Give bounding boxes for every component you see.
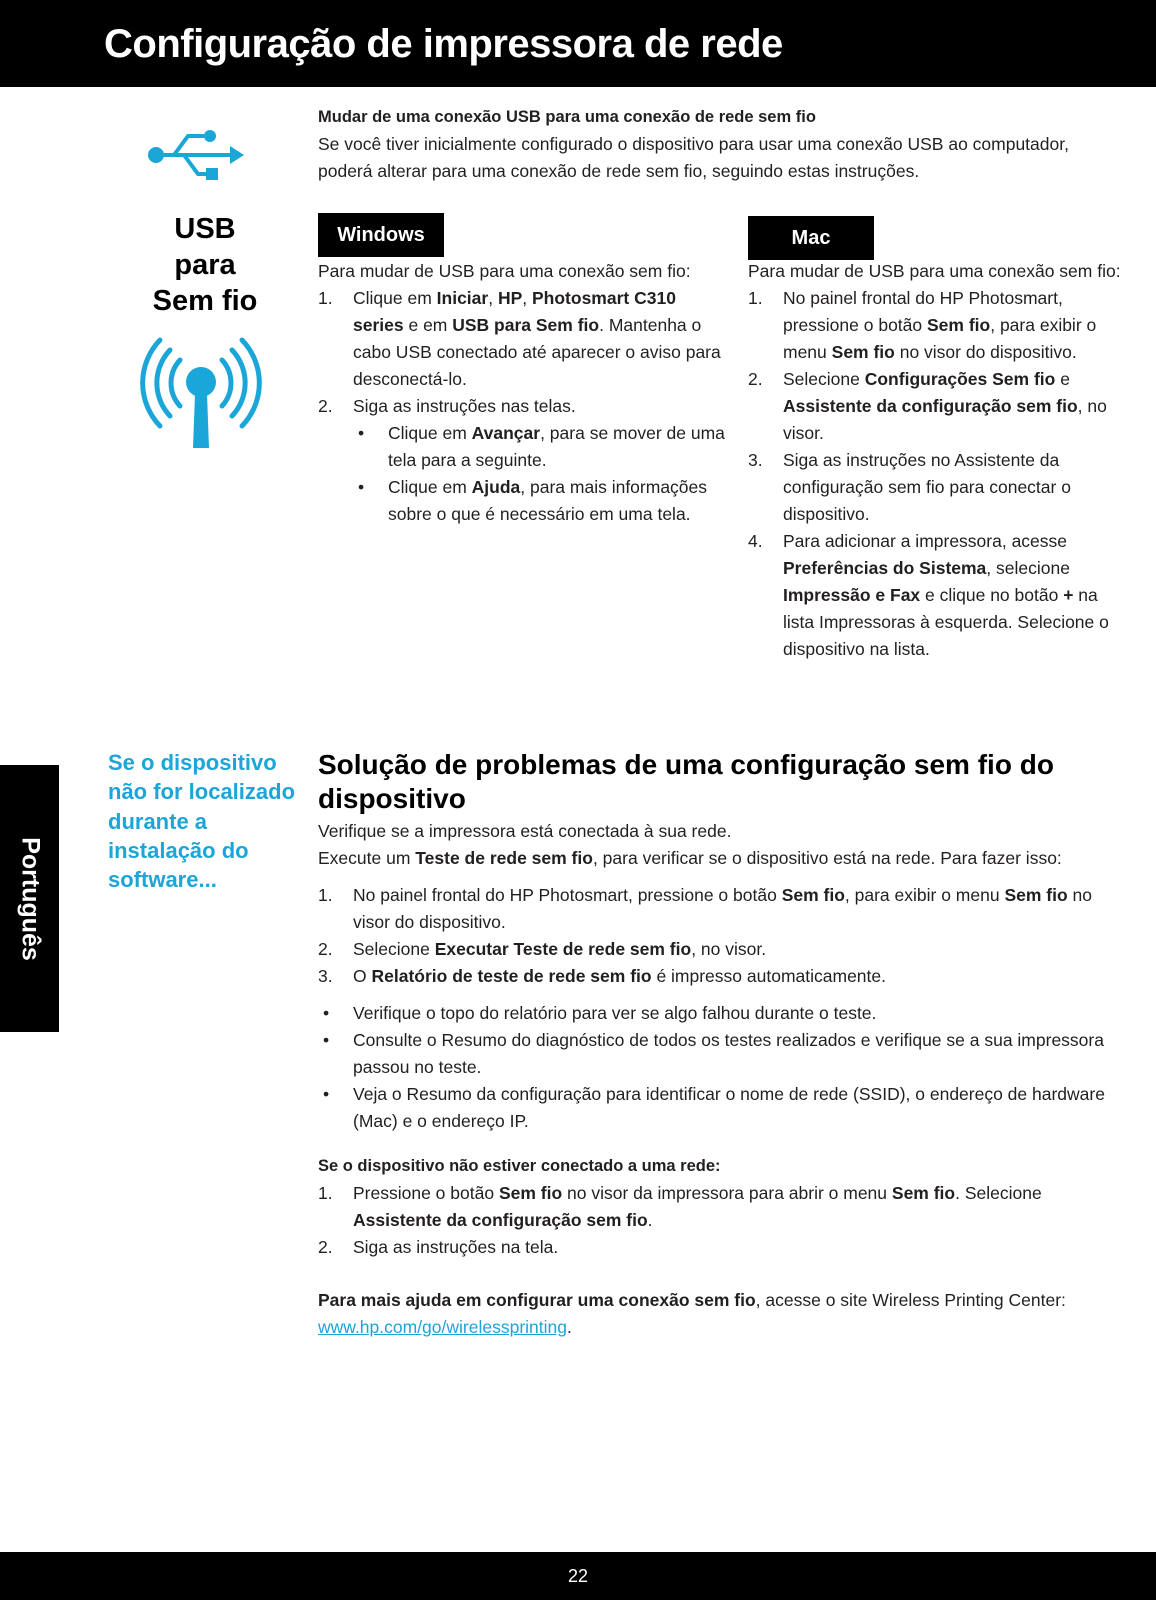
windows-instructions (318, 258, 728, 528)
mac-tab: Mac (748, 216, 874, 260)
mac-step-1: 1. No painel frontal do HP Photosmart, pressione o botão Sem fio, para exibir o menu Sem fio no visor do dispositivo. (748, 288, 1097, 362)
page-header (0, 0, 1156, 87)
troubleshoot-bullet-3: • Veja o Resumo da configuração para identificar o nome de rede (SSID), o endereço de hardware (Mac) e o endereço IP. (318, 1081, 1133, 1135)
wireless-antenna-icon (136, 336, 266, 456)
windows-bullet-2: • Clique em Ajuda, para mais informações sobre o que é necessário em uma tela. (353, 474, 728, 528)
not-connected-step-1: 1. Pressione o botão Sem fio no visor da impressora para abrir o menu Sem fio. Selecione Assistente da configuração sem fio. (318, 1183, 1042, 1230)
usb-title-line2: para (174, 248, 236, 281)
page-footer (0, 1552, 1156, 1600)
troubleshoot-step-3: 3. O Relatório de teste de rede sem fio é impresso automaticamente. (318, 966, 886, 986)
windows-heading: Para mudar de USB para uma conexão sem fio: (318, 261, 691, 281)
not-connected-step-2: 2. Siga as instruções na tela. (318, 1237, 559, 1257)
usb-title-line1: USB (174, 213, 236, 245)
language-label: Português (16, 836, 44, 961)
troubleshoot-bullet-2: • Consulte o Resumo do diagnóstico de todos os testes realizados e verifique se a sua impressora passou no teste. (318, 1027, 1133, 1081)
troubleshoot-step-2: 2. Selecione Executar Teste de rede sem fio, no visor. (318, 939, 767, 959)
intro-text: Se você tiver inicialmente configurado o dispositivo para usar uma conexão USB ao computador, poderá alterar para uma conexão de rede sem fio, seguindo estas instruções. (318, 134, 1069, 181)
mac-step-2: 2. Selecione Configurações Sem fio e Assistente da configuração sem fio, no visor. (748, 369, 1107, 443)
mac-step-4: 4. Para adicionar a impressora, acesse Preferências do Sistema, selecione Impressão e Fax e clique no botão + na lista Impressoras à esquerda. Selecione o dispositivo na lista. (748, 531, 1109, 659)
page-number: 22 (567, 1566, 589, 1586)
usb-icon (146, 128, 246, 182)
mac-heading: Para mudar de USB para uma conexão sem fio: (748, 261, 1121, 281)
mac-step-3: 3. Siga as instruções no Assistente da configuração sem fio para conectar o dispositivo. (748, 450, 1071, 524)
mac-instructions (748, 258, 1126, 663)
side-heading: Se o dispositivo não for localizado durante a instalação do software... (108, 750, 296, 892)
troubleshoot-bullet-1: • Verifique o topo do relatório para ver se algo falhou durante o teste. (318, 1000, 1133, 1027)
windows-step-2: 2. Siga as instruções nas telas. • Clique em Avançar, para se mover de uma tela para a seguinte. • Clique em Ajuda, para mais informações sobre o que é necessário em uma tela. (318, 393, 728, 528)
intro-heading: Mudar de uma conexão USB para uma conexão de rede sem fio (318, 108, 816, 126)
intro-block (318, 104, 1128, 185)
page-title: Configuração de impressora de rede (104, 22, 783, 66)
troubleshoot-p2: Execute um Teste de rede sem fio, para verificar se o dispositivo está na rede. Para fazer isso: (318, 848, 1062, 868)
windows-bullet-1: • Clique em Avançar, para se mover de uma tela para a seguinte. (353, 420, 728, 474)
usb-to-wireless-title (120, 212, 290, 320)
not-connected-heading: Se o dispositivo não estiver conectado a uma rede: (318, 1157, 721, 1175)
usb-title-line3: Sem fio (152, 284, 258, 317)
windows-tab: Windows (318, 213, 444, 257)
language-tab (0, 765, 59, 1032)
wireless-printing-link[interactable]: www.hp.com/go/wirelessprinting (318, 1317, 567, 1337)
troubleshoot-body (318, 818, 1133, 1341)
windows-step-1: 1. Clique em Iniciar, HP, Photosmart C310 series e em USB para Sem fio. Mantenha o cabo USB conectado até aparecer o aviso para desconectá-lo. (318, 288, 721, 389)
troubleshoot-step-1: 1. No painel frontal do HP Photosmart, pressione o botão Sem fio, para exibir o menu Sem fio no visor do dispositivo. (318, 885, 1092, 932)
troubleshoot-p1: Verifique se a impressora está conectada à sua rede. (318, 821, 732, 841)
troubleshoot-title: Solução de problemas de uma configuração sem fio do dispositivo (318, 749, 1054, 814)
help-paragraph: Para mais ajuda em configurar uma conexão sem fio, acesse o site Wireless Printing Center: www.hp.com/go/wirelessprinting. (318, 1290, 1066, 1337)
